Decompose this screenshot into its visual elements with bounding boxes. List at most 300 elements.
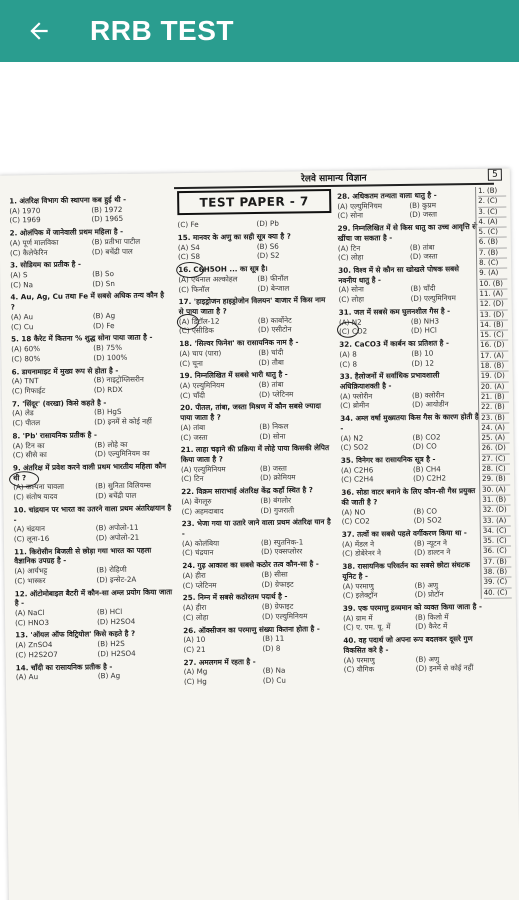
question-item (177, 218, 331, 230)
option: (A) हीरा (182, 570, 206, 580)
option: (C) फिनॉल (178, 284, 210, 294)
option: (D) कैरेट में (415, 621, 448, 632)
option: (A) हीरा (182, 602, 207, 613)
option: (D) इनमें से कोई नहीं (94, 416, 152, 427)
option: (A) पूर्ण मालविका (9, 237, 59, 248)
option: (D) Cu (262, 675, 286, 686)
answer-key-entry: 7. (B) (479, 248, 507, 259)
question-text: 27. अमलगम में रहता है - (183, 656, 256, 667)
option: (A) Au (10, 312, 34, 322)
option: (C) जस्ता (180, 432, 208, 442)
question-text: 35. विनेगर का रासायनिक सूत्र है - (340, 454, 436, 465)
option: (C) Fe (177, 220, 199, 230)
option: (C) 1969 (9, 215, 41, 225)
option: (D) जस्ता (409, 209, 437, 220)
option: (C) गिफाईट (11, 385, 46, 396)
option: (C) C2H4 (341, 474, 374, 485)
answer-key-entry: 17. (A) (480, 351, 508, 362)
options (340, 431, 480, 452)
question-item (341, 486, 482, 527)
option: (C) लोहा (182, 612, 209, 622)
question-text: 17. 'हाइड्रोजन हाइड्रोजोन विलयन' बाजार में किस नाम से पाया जाता है ? (178, 295, 326, 317)
question-text: 30. विश्व में से कौन सा खोखले पोषक सबसे नवनीय धातु है - (338, 264, 460, 285)
options (14, 564, 174, 586)
option: (D) बचेंद्री पाल (95, 490, 137, 501)
option: (B) Ag (97, 671, 121, 681)
answer-key-entry: 36. (C) (483, 547, 511, 558)
option: (D) एल्युमिनियम का (94, 448, 150, 459)
question-text: 16. C6H5OH ... का सूत्र है। (178, 263, 268, 275)
question-item (178, 231, 332, 262)
option: (C) ब्रोमीन (340, 400, 370, 411)
option: (C) भास्कर (14, 575, 46, 586)
option: (A) ZnSO4 (15, 640, 53, 650)
option: (A) फ्लोरीन (339, 391, 373, 401)
option: (D) H2SO4 (96, 616, 136, 627)
question-column-1 (9, 191, 176, 682)
answer-key-entry: 38. (B) (483, 567, 511, 578)
option: (D) Fe (92, 320, 115, 330)
options (341, 505, 481, 526)
option: (B) 11 (262, 633, 285, 644)
option: (B) चांदी (258, 347, 284, 357)
option: (B) ग्रेफाइट (261, 601, 294, 612)
option: (C) S8 (177, 252, 201, 262)
answer-key-entry: 9. (A) (479, 269, 507, 280)
question-item (15, 587, 176, 628)
option: (D) ग्रेफाइट (261, 579, 294, 589)
option: (C) पीतल (12, 418, 41, 428)
option: (B) चाँदी (410, 283, 436, 294)
answer-key-entry: 12. (D) (480, 300, 508, 311)
options (10, 236, 170, 258)
question-item (342, 528, 482, 559)
option: (A) Au (15, 672, 39, 682)
question-text: 40. वह पदार्थ जो अपना रूप बदलकर दूसरे गुण विकसित करे है - (343, 634, 473, 655)
option: (B) 10 (411, 348, 434, 358)
options (179, 315, 333, 337)
option: (C) कैलेफेरिन (9, 247, 48, 258)
question-text: 8. 'Pb' रासायनिक प्रतीक है - (12, 430, 98, 441)
question-item (179, 337, 333, 368)
options (181, 463, 335, 485)
option: (A) परमाणु (343, 655, 375, 665)
question-item (181, 485, 335, 516)
app-bar (0, 0, 519, 62)
question-item (183, 623, 337, 654)
option: (C) Cu (10, 321, 34, 332)
question-item (13, 503, 174, 544)
options (343, 612, 483, 633)
question-item (181, 443, 336, 484)
option: (D) RDX (93, 384, 123, 395)
question-item (183, 591, 337, 622)
answer-key-entry: 37. (B) (483, 557, 511, 568)
answer-key-entry: 26. (D) (482, 444, 510, 455)
option: (C) लोहा (337, 252, 364, 263)
option: (B) तांबा (258, 379, 284, 389)
option: (C) लूना-16 (13, 533, 50, 544)
question-text: 14. चाँदी का रासायनिक प्रतीक है - (15, 661, 113, 673)
option: (A) NO (341, 507, 366, 517)
question-item (339, 338, 479, 369)
answer-key-entry: 22. (B) (481, 403, 509, 414)
question-column-3 (337, 187, 484, 675)
option: (B) H2S (97, 639, 125, 649)
question-text: 3. सोडियम का प्रतीक है - (10, 259, 82, 270)
option: (C) संतोष यादव (13, 491, 58, 502)
options (11, 310, 171, 332)
option: (C) प्लेटिनम (182, 580, 217, 590)
option: (C) 80% (11, 353, 41, 364)
option: (D) बेन्जाल (257, 283, 290, 293)
option: (D) प्लेटिनम (258, 389, 294, 399)
question-text: 29. निम्नलिखित में से किस धातु का उच्च आवृत्ति से खींचा जा सकता है - (337, 222, 478, 243)
option: (A) TNT (11, 376, 39, 386)
option: (D) H2SO4 (97, 648, 136, 659)
option: (A) तांबा (180, 422, 206, 432)
question-item (12, 397, 172, 428)
question-item (182, 559, 336, 590)
options (339, 348, 479, 369)
options (11, 342, 171, 364)
answer-key-entry: 15. (C) (480, 331, 508, 342)
answer-key-entry: 25. (A) (481, 434, 509, 445)
document-viewer[interactable] (0, 62, 519, 900)
options (14, 522, 174, 544)
answer-key-entry: 19. (D) (481, 372, 509, 383)
question-text: 12. ऑटोमोबाइल बैटरी में कौन-सा अम्ल प्रयोग किया जाता है - (14, 586, 173, 608)
option: (C) ए. एम. यू. में (343, 622, 391, 633)
option: (A) परमाणु (342, 581, 374, 591)
option: (C) सोना (337, 210, 363, 221)
option: (A) ग्राम में (342, 613, 373, 623)
question-item (10, 226, 170, 257)
option: (D) इनमें से कोई नहीं (415, 663, 474, 674)
option: (C) टिन (181, 474, 204, 484)
question-text: 15. मानवर के अणु का सही सूत्र क्या है ? (177, 231, 291, 243)
question-text: 2. ओलंपिक में जानेवाली प्रथम महिला है - (9, 227, 124, 238)
option: (D) एक्सप्लोरर (261, 546, 303, 557)
option: (A) N2 (338, 317, 362, 327)
option: (A) एल्युमिनियम (180, 464, 226, 474)
option: (C) चूना (179, 358, 203, 368)
option: (D) 100% (93, 352, 128, 363)
options (338, 283, 478, 304)
option: (B) HgS (94, 407, 122, 417)
question-text: 13. 'ऑयल ऑफ विट्रियोल' किसे कहते है ? (15, 629, 136, 640)
options (178, 241, 332, 263)
question-text: 25. निम्न में सबसे कठोरतम पदार्थ है - (182, 591, 288, 603)
option: (A) डिटॉल-12 (178, 316, 220, 326)
option: (A) Mg (183, 667, 208, 677)
answer-key-entry: 11. (A) (479, 289, 507, 300)
answer-key-entry: 13. (D) (480, 310, 508, 321)
answer-key-entry: 34. (C) (483, 526, 511, 537)
options (343, 579, 483, 600)
option: (B) किलो में (414, 612, 449, 622)
options (181, 495, 335, 517)
question-item (10, 259, 170, 290)
question-text: 19. निम्नलिखित में सबसे भारी धातु है - (179, 369, 288, 381)
question-text: 36. सोडा वाटर बनाने के लिए कौन-सी गैस प्रयुक्त की जाती है ? (341, 486, 476, 507)
answer-key-entry: 31. (B) (482, 495, 510, 506)
answer-key-entry: 18. (B) (480, 362, 508, 373)
options (16, 671, 176, 683)
answer-key-entry: 2. (C) (478, 197, 506, 208)
question-text: 31. जल में सबसे कम घुलनशील गैस है - (338, 306, 451, 317)
option: (C) H2S2O7 (15, 649, 58, 660)
option: (A) टिन का (12, 440, 45, 450)
option: (A) N2 (340, 433, 364, 443)
option: (B) 75% (93, 342, 123, 353)
answer-key-entry: 3. (C) (478, 207, 506, 218)
option: (B) CH4 (412, 464, 441, 474)
option: (D) इन्सेट-2A (96, 574, 137, 585)
question-text: 11. किरोसीन बिजली से छोड़ा गया भारत का पहला वैज्ञानिक उपग्रह है - (14, 545, 152, 566)
option: (A) 8 (339, 349, 357, 359)
option: (B) स्पुतनिक-1 (260, 537, 304, 547)
options (182, 569, 336, 591)
option: (D) तौबा (258, 357, 284, 367)
answer-key-entry: 10. (B) (479, 279, 507, 290)
option: (D) एल्युमिनियम (261, 611, 308, 621)
option: (B) S6 (256, 241, 279, 251)
option: (B) कार्बोनेट (257, 315, 292, 325)
question-item (10, 291, 171, 332)
options (180, 421, 334, 443)
option: (C) चाँदी (179, 390, 205, 400)
option: (A) 10 (183, 634, 206, 645)
answer-key-entry: 6. (B) (479, 238, 507, 249)
question-item (342, 560, 483, 601)
option: (D) बचेंद्री पाल (91, 246, 133, 256)
answer-key-entry: 5. (C) (479, 228, 507, 239)
option: (C) लोहा (338, 294, 364, 305)
options (9, 204, 169, 226)
answer-key-entry: 4. (A) (478, 217, 506, 228)
answer-key-entry: 21. (B) (481, 392, 509, 403)
answer-key-entry: 32. (D) (482, 506, 510, 517)
option: (B) तांबा (409, 242, 435, 252)
option: (D) डाल्टन ने (414, 547, 451, 558)
option: (A) एल्युमिनियम (179, 380, 225, 391)
answer-key-entry: 8. (C) (479, 259, 507, 270)
question-text: 18. 'सिल्वर फिनेश' का रासायनिक नाम है - (179, 337, 299, 349)
option: (C) 8 (339, 359, 358, 369)
option: (A) आर्यभट्ट (14, 566, 48, 576)
option: (D) 1965 (91, 214, 124, 224)
question-item (182, 517, 337, 558)
options (177, 218, 331, 230)
answer-key-entry: 29. (B) (482, 475, 510, 486)
question-text: 6. डायनामाइट में मुख्य रूप से होता है - (11, 365, 119, 376)
option: (A) एल्युमिनियम (337, 200, 383, 211)
option: (D) जस्ता (409, 251, 438, 262)
answer-key-entry: 23. (B) (481, 413, 509, 424)
option: (C) HNO3 (15, 617, 50, 628)
question-item (343, 634, 484, 675)
option: (B) CO2 (412, 431, 441, 442)
options (344, 654, 484, 675)
option: (D) एल्युमिनियम (410, 293, 456, 304)
option: (A) बेंगलूरु (181, 496, 212, 506)
option: (D) 12 (411, 358, 435, 368)
question-text: 24. गुढ़ आकाश का सबसे कठोर तत्व कौन-सा है - (182, 559, 319, 571)
option: (C) अहमदाबाद (181, 506, 224, 516)
answer-key-entry: 35. (C) (483, 537, 511, 548)
option: (D) Sn (92, 278, 115, 289)
question-item (15, 629, 175, 660)
option: (C) इलेक्ट्रॉन (342, 590, 378, 601)
option: (B) HCl (96, 606, 123, 617)
options (15, 638, 175, 660)
option: (B) फीनॉल (257, 273, 289, 283)
question-item (340, 412, 481, 453)
option: (D) HCl (410, 325, 437, 336)
option: (B) So (92, 269, 115, 279)
option: (B) न्यूटन ने (413, 538, 448, 548)
answer-key-entry: 40. (C) (484, 588, 512, 599)
question-item (337, 190, 477, 221)
question-text: 20. पीतल, तांबा, जस्ता मिश्रण में कौन सबसे ज्यादा पाया जाता है ? (180, 401, 322, 423)
question-text: 34. अम्ल वर्षा मुख्यतया किस गैस के कारण होती है - (340, 412, 479, 433)
answer-key-entry: 16. (D) (480, 341, 508, 352)
question-item (16, 661, 176, 683)
option: (D) 8 (262, 643, 281, 653)
option: (C) Hg (183, 676, 207, 687)
answer-key-entry: 14. (B) (480, 320, 508, 331)
answer-key-entry: 28. (C) (482, 465, 510, 476)
options (341, 464, 481, 485)
options (12, 374, 172, 396)
option: (B) निकल (259, 421, 289, 431)
options (183, 633, 337, 655)
option: (A) S4 (177, 242, 200, 252)
question-text: 1. अंतरिक्ष विभाग की स्थापना कब हुई थी - (9, 194, 127, 206)
back-button[interactable] (16, 8, 62, 54)
option: (A) लेड (12, 408, 34, 418)
question-text: 7. 'सिंदूर' (वरखा) किसे कहते है - (11, 397, 107, 409)
question-text: 5. 18 कैरेट में कितना % शुद्ध सोना पाया जाता है - (11, 332, 153, 344)
question-text: 4. Au, Ag, Cu तथा Fe में सबसे अधिक तन्य कौन है ? (10, 290, 165, 312)
question-text: 9. अंतरिक्ष में प्रवेश करने वाली प्रथम भारतीय महिला कौन थी ? (12, 461, 167, 483)
option: (C) CO2 (338, 326, 368, 337)
option: (D) अपोलो-21 (95, 532, 140, 543)
question-item (11, 333, 171, 364)
option: (B) जस्ता (259, 463, 287, 473)
option: (D) प्रोटॉन (414, 589, 444, 600)
question-text: 26. ऑक्सीजन का परमाणु संख्या कितना होता है - (183, 623, 320, 635)
question-item (180, 369, 334, 400)
answer-key-entry: 1. (B) (478, 187, 506, 198)
option: (B) सीसा (261, 569, 288, 579)
question-text: 22. विक्रम साराभाई अंतरिक्ष केंद्र कहाँ स्थित है ? (181, 485, 313, 497)
option: (C) चंद्रयान (182, 548, 214, 558)
test-paper-title: TEST PAPER - 7 (177, 189, 331, 215)
options (13, 481, 173, 503)
question-text: 38. रासायनिक परिवर्तन का सबसे छोटा संघटक यूनिट है - (342, 560, 470, 581)
option: (B) सुनिता विलियम्स (95, 480, 151, 491)
option: (A) सोना (338, 284, 364, 295)
question-item (338, 222, 479, 263)
option: (B) लोहे का (94, 439, 128, 449)
option: (A) चंद्रयान (13, 524, 46, 534)
answer-key (475, 187, 512, 599)
option: (D) सोना (259, 431, 286, 441)
option: (A) एथनाल अल्कोहल (178, 274, 238, 284)
options (183, 601, 337, 623)
question-item (340, 370, 481, 411)
options (179, 347, 333, 369)
option: (B) क्लोरीन (411, 390, 445, 400)
question-item (339, 306, 479, 337)
answer-key-entry: 20. (A) (481, 382, 509, 393)
option: (A) 60% (11, 344, 41, 354)
option: (B) बंगलोर (260, 495, 292, 505)
question-item (341, 454, 481, 485)
answer-key-entry: 30. (A) (482, 485, 510, 496)
option: (A) S (10, 270, 28, 280)
options (13, 439, 173, 461)
option: (C) SO2 (340, 442, 369, 453)
option: (B) अणु (414, 580, 439, 590)
question-item (338, 264, 479, 305)
question-item (12, 429, 172, 460)
option: (B) Na (262, 666, 286, 676)
question-text: 21. लाहा चढ़ाने की प्रक्रिया में लोहे पाया किसकी लेपित किया जाता है ? (180, 443, 330, 465)
options (180, 379, 334, 401)
option: (D) CO (412, 441, 437, 452)
option: (A) चाप (पारा) (179, 348, 222, 358)
question-text: 10. चांद्रयान पर भारत का उतरने वाला प्रथम अंतरिक्षयान है - (13, 503, 172, 524)
app-title: RRB TEST (90, 15, 234, 46)
options (15, 606, 175, 628)
options (12, 407, 172, 429)
question-item (14, 545, 175, 586)
option: (B) CO (413, 506, 438, 516)
options (340, 390, 480, 411)
option: (C) सीसे का (12, 450, 47, 460)
option: (D) क्रोमियम (260, 472, 296, 483)
options (10, 268, 170, 290)
options (337, 200, 477, 221)
option: (C) Na (10, 279, 34, 290)
answer-key-entry: 27. (C) (482, 454, 510, 465)
option: (C) एसीडिक (178, 325, 214, 336)
option: (D) गुजराती (260, 505, 295, 515)
question-item (184, 656, 338, 687)
page-number: 5 (488, 169, 502, 181)
question-item (180, 401, 335, 442)
options (339, 316, 479, 337)
option: (B) 1972 (91, 204, 123, 215)
answer-key-entry: 33. (A) (483, 516, 511, 527)
question-item (11, 365, 171, 396)
question-text: 39. एक परमाणु द्रव्यमान को व्यक्त किया जाता है - (342, 601, 482, 613)
option: (A) कोलंबिया (181, 538, 220, 548)
question-text: 23. भेजा गया या उतारे जाने वाला प्रथम अंतरिक्ष यान है - (181, 517, 331, 539)
option: (B) अपोलो-11 (95, 522, 139, 533)
option: (D) एसीटोन (257, 324, 292, 335)
option: (B) रोहिणी (96, 565, 127, 575)
options (338, 242, 478, 263)
option: (D) SO2 (413, 515, 442, 526)
option: (B) NH3 (410, 316, 440, 326)
question-text: 33. हैलोजनों में सर्वाधिक प्रभावशाली अधिक्रियाशक्ती है - (339, 370, 440, 391)
options (178, 273, 332, 295)
question-text: 28. अधिकतम तन्यता वाला धातु है - (337, 190, 437, 201)
